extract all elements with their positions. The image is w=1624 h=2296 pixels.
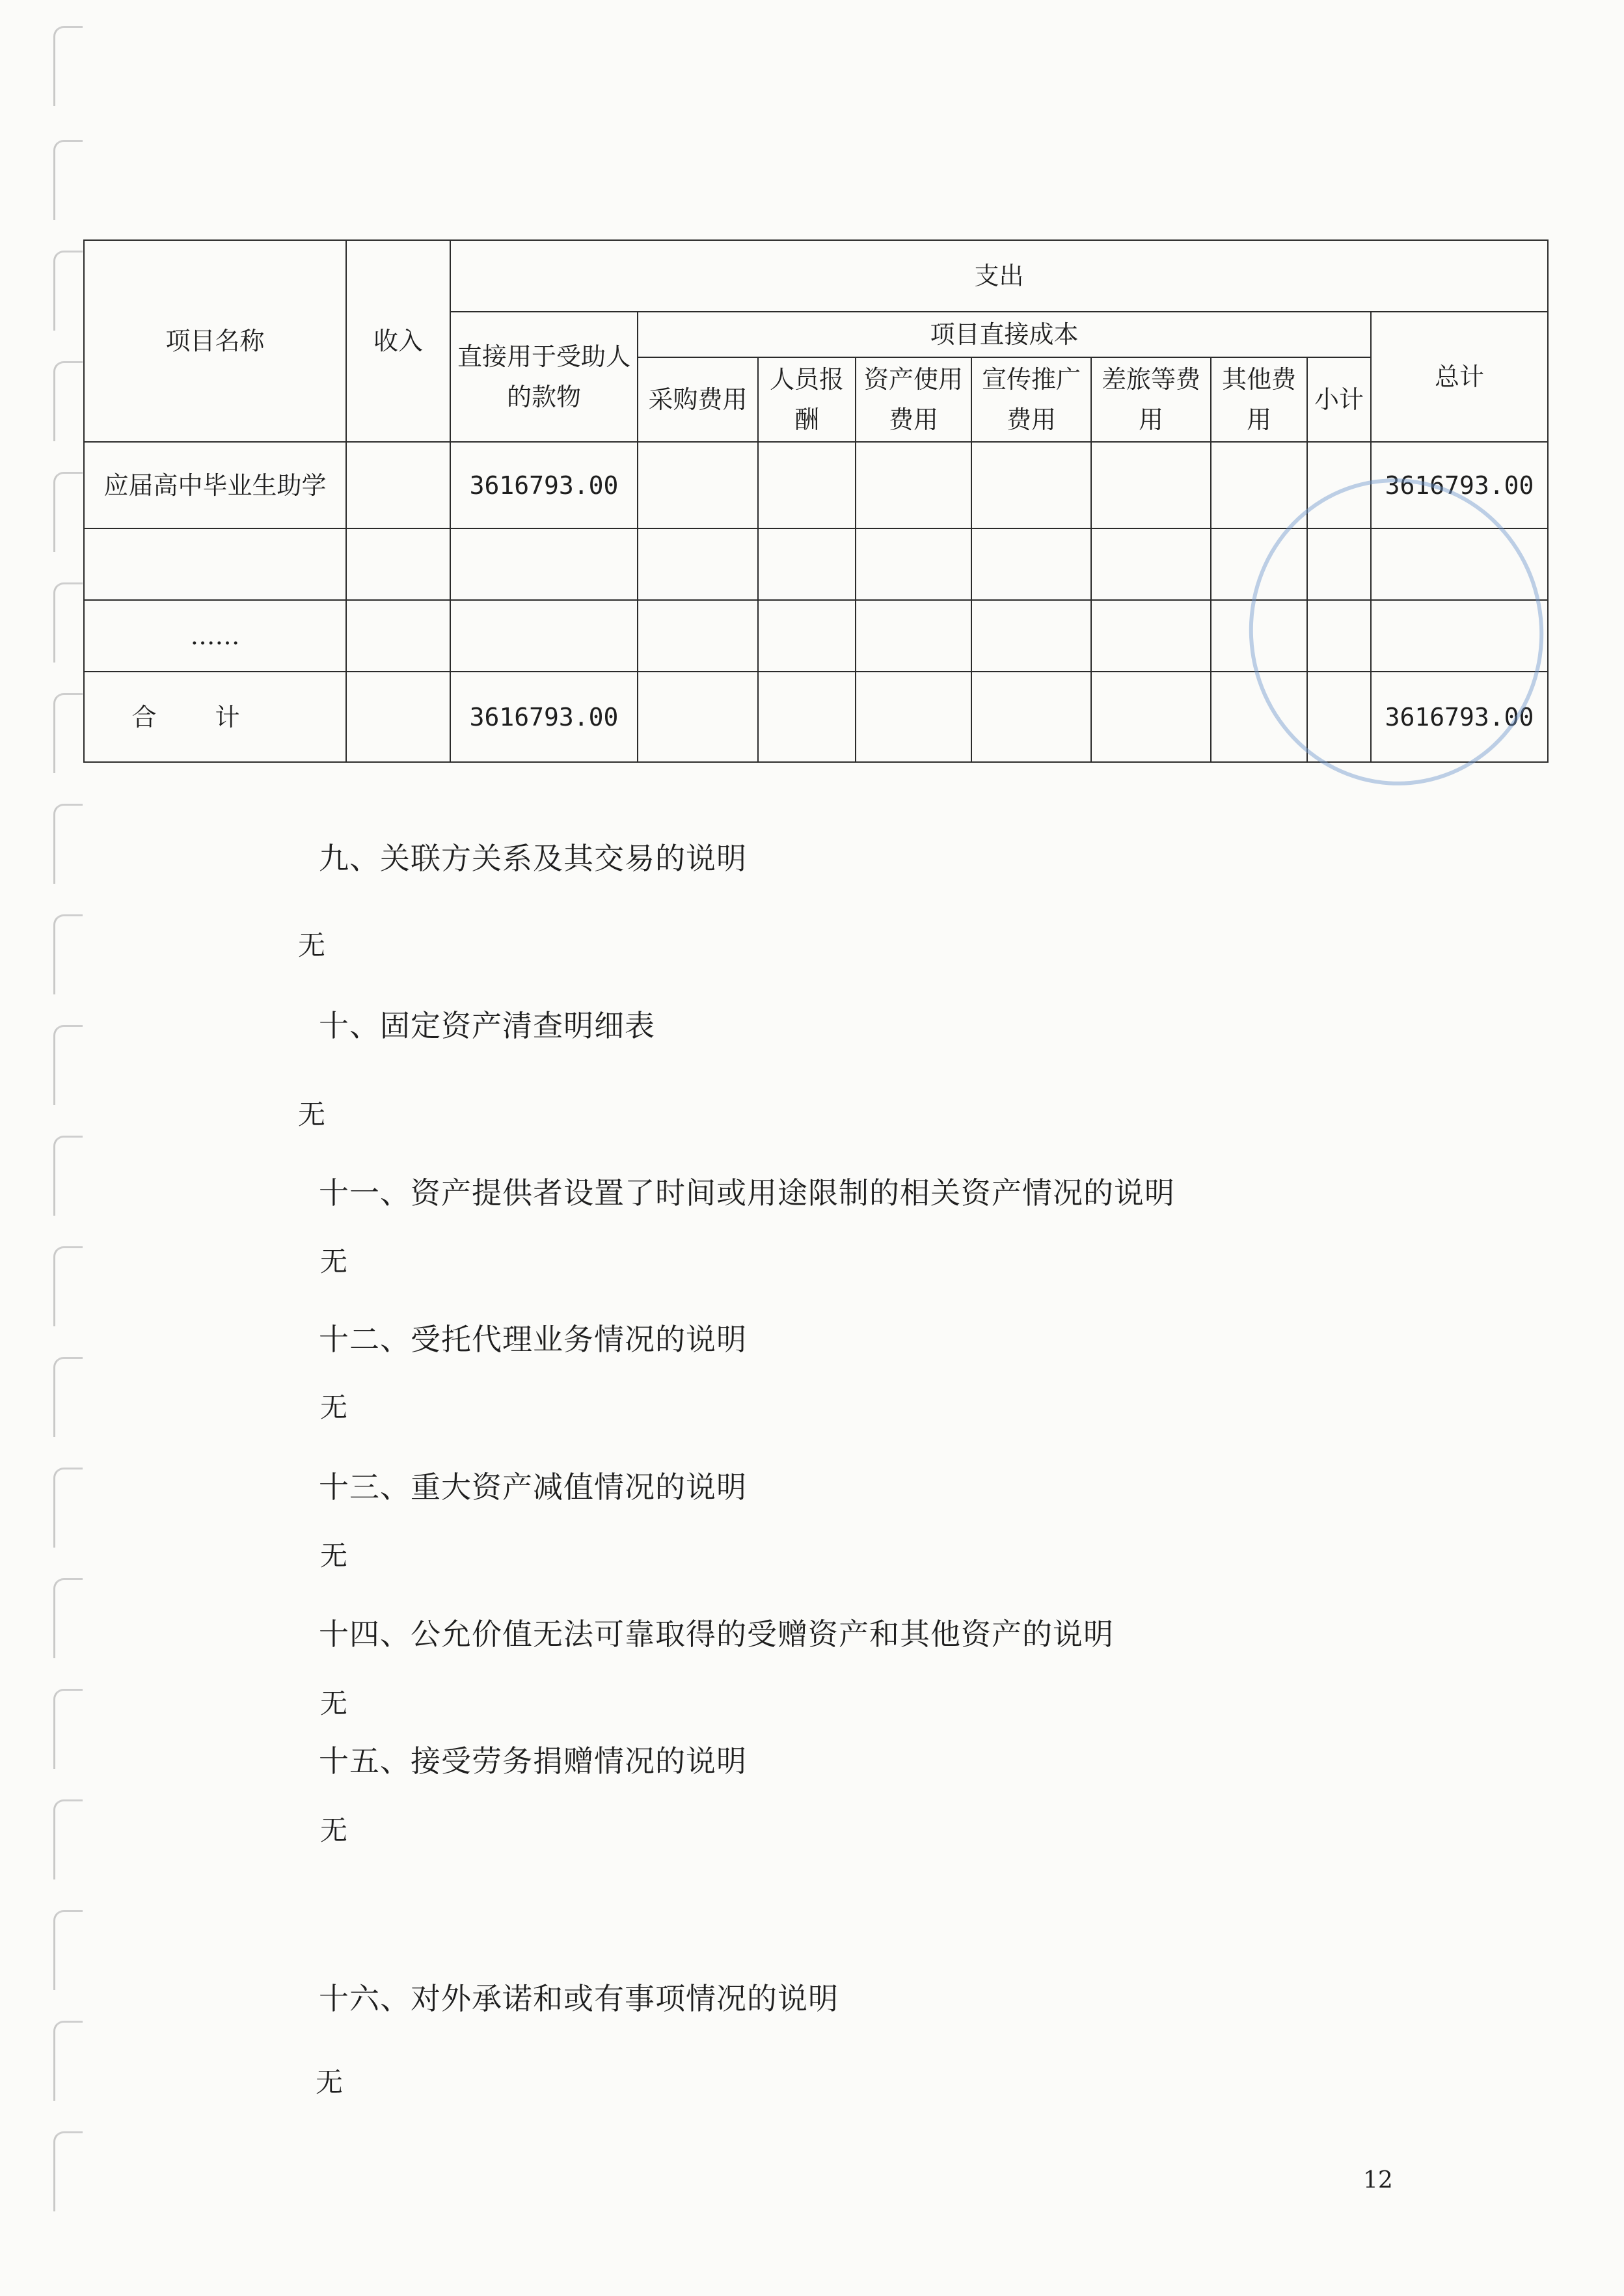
- row-other: [1211, 528, 1307, 600]
- section-heading: 十二、受托代理业务情况的说明: [319, 1322, 747, 1357]
- page-number: 12: [1363, 2167, 1393, 2194]
- row-publicity: [971, 442, 1091, 528]
- row-total: [1371, 528, 1548, 600]
- sum-subtotal: [1307, 672, 1371, 762]
- binding-mark: [53, 1578, 83, 1658]
- binding-mark: [53, 140, 83, 220]
- header-asset-use: 资产使用费用: [856, 357, 971, 442]
- row-direct-amount: [450, 528, 638, 600]
- sum-travel: [1091, 672, 1211, 762]
- header-direct-to-beneficiary: 直接用于受助人的款物: [450, 312, 638, 442]
- row-personnel: [758, 442, 856, 528]
- row-personnel: [758, 528, 856, 600]
- binding-mark: [53, 1799, 83, 1879]
- header-project-name: 项目名称: [84, 240, 346, 442]
- section-value: 无: [320, 1814, 348, 1846]
- section-value: 无: [298, 1099, 326, 1130]
- sum-other: [1211, 672, 1307, 762]
- row-personnel: [758, 600, 856, 672]
- section-value: 无: [320, 1391, 348, 1423]
- row-travel: [1091, 600, 1211, 672]
- section-value: 无: [320, 1688, 348, 1719]
- header-expense: 支出: [450, 240, 1548, 312]
- row-asset-use: [856, 442, 971, 528]
- section-heading: 十、固定资产清查明细表: [319, 1008, 655, 1043]
- row-asset-use: [856, 600, 971, 672]
- binding-mark: [53, 1025, 83, 1105]
- header-subtotal: 小计: [1307, 357, 1371, 442]
- row-subtotal: [1307, 528, 1371, 600]
- header-personnel: 人员报酬: [758, 357, 856, 442]
- section-heading: 十四、公允价值无法可靠取得的受赠资产和其他资产的说明: [319, 1617, 1114, 1652]
- header-other: 其他费用: [1211, 357, 1307, 442]
- row-direct-amount: [450, 600, 638, 672]
- section-heading: 十一、资产提供者设置了时间或用途限制的相关资产情况的说明: [319, 1175, 1175, 1210]
- sum-direct-amount: 3616793.00: [450, 672, 638, 762]
- section-heading: 九、关联方关系及其交易的说明: [319, 841, 747, 876]
- table-row: [84, 600, 1548, 672]
- row-income: [346, 442, 450, 528]
- sum-row: [84, 672, 1548, 762]
- row-publicity: [971, 528, 1091, 600]
- binding-mark: [53, 2131, 83, 2211]
- row-travel: [1091, 442, 1211, 528]
- binding-mark: [53, 1910, 83, 1990]
- row-direct-amount: 3616793.00: [450, 442, 638, 528]
- section-heading: 十三、重大资产减值情况的说明: [319, 1469, 747, 1505]
- header-income: 收入: [346, 240, 450, 442]
- sum-procurement: [638, 672, 758, 762]
- row-subtotal: [1307, 442, 1371, 528]
- header-total: 总计: [1371, 312, 1548, 442]
- header-travel: 差旅等费用: [1091, 357, 1211, 442]
- section-heading: 十五、接受劳务捐赠情况的说明: [319, 1743, 747, 1779]
- header-project-direct-cost: 项目直接成本: [638, 312, 1371, 357]
- row-project-name: 应届高中毕业生助学: [84, 442, 346, 528]
- section-value: 无: [298, 929, 326, 961]
- row-procurement: [638, 600, 758, 672]
- row-subtotal: [1307, 600, 1371, 672]
- row-procurement: [638, 442, 758, 528]
- binding-mark: [53, 582, 83, 663]
- section-value: 无: [320, 1246, 348, 1278]
- section-value: 无: [320, 1540, 348, 1572]
- table-row: [84, 528, 1548, 600]
- binding-mark: [53, 251, 83, 331]
- header-procurement: 采购费用: [638, 357, 758, 442]
- sum-label: 合计: [84, 672, 346, 762]
- row-publicity: [971, 600, 1091, 672]
- binding-mark: [53, 472, 83, 552]
- row-project-name: [84, 528, 346, 600]
- sum-income: [346, 672, 450, 762]
- sum-publicity: [971, 672, 1091, 762]
- sum-asset-use: [856, 672, 971, 762]
- row-other: [1211, 600, 1307, 672]
- binding-mark: [53, 693, 83, 773]
- binding-mark: [53, 1246, 83, 1326]
- binding-mark: [53, 26, 83, 106]
- section-value: 无: [316, 2066, 344, 2098]
- binding-mark: [53, 1136, 83, 1216]
- binding-mark: [53, 361, 83, 441]
- expense-table: [83, 239, 1549, 763]
- header-publicity: 宣传推广费用: [971, 357, 1091, 442]
- row-asset-use: [856, 528, 971, 600]
- row-procurement: [638, 528, 758, 600]
- row-income: [346, 528, 450, 600]
- binding-mark: [53, 914, 83, 994]
- row-travel: [1091, 528, 1211, 600]
- binding-mark: [53, 2021, 83, 2101]
- table-row: [84, 442, 1548, 528]
- row-total: [1371, 600, 1548, 672]
- sum-total: 3616793.00: [1371, 672, 1548, 762]
- row-total: 3616793.00: [1371, 442, 1548, 528]
- binding-mark: [53, 804, 83, 884]
- binding-mark: [53, 1468, 83, 1548]
- binding-mark: [53, 1357, 83, 1437]
- row-income: [346, 600, 450, 672]
- row-project-name: ……: [84, 600, 346, 672]
- row-other: [1211, 442, 1307, 528]
- binding-mark: [53, 1689, 83, 1769]
- section-heading: 十六、对外承诺和或有事项情况的说明: [319, 1981, 839, 2016]
- sum-personnel: [758, 672, 856, 762]
